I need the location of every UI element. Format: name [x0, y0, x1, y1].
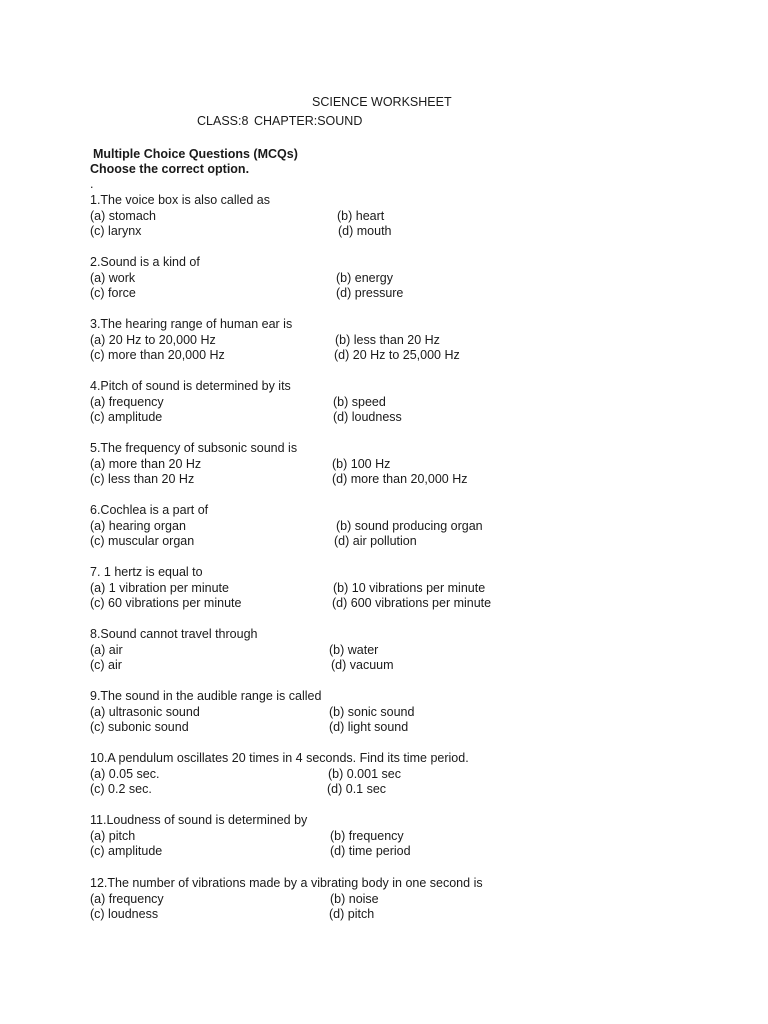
option-b: (b) 10 vibrations per minute [333, 580, 486, 595]
option-c: (c) 60 vibrations per minute [90, 596, 242, 610]
option-c: (c) air [90, 658, 122, 672]
option-c: (c) 0.2 sec. [90, 782, 152, 796]
question-text: 5.The frequency of subsonic sound is [90, 441, 298, 455]
question-text: 12.The number of vibrations made by a vibrating body in one second is [90, 876, 483, 890]
option-a: (a) 20 Hz to 20,000 Hz [90, 332, 216, 347]
option-d: (d) mouth [338, 224, 392, 238]
option-a: (a) pitch [90, 828, 136, 843]
option-c: (c) force [90, 286, 136, 300]
option-b: (b) 0.001 sec [328, 766, 401, 781]
question-text: 11.Loudness of sound is determined by [90, 813, 308, 827]
option-c: (c) subonic sound [90, 720, 189, 734]
question-text: 4.Pitch of sound is determined by its [90, 379, 291, 393]
option-c: (c) muscular organ [90, 534, 195, 548]
section-heading: Multiple Choice Questions (MCQs) [93, 147, 298, 161]
option-a: (a) work [90, 270, 136, 285]
option-a: (a) more than 20 Hz [90, 456, 202, 471]
option-b: (b) frequency [330, 828, 404, 843]
option-d: (d) vacuum [331, 658, 394, 672]
question-text: 1.The voice box is also called as [90, 193, 270, 207]
option-a: (a) frequency [90, 891, 164, 906]
option-b: (b) speed [333, 394, 386, 409]
option-d: (d) time period [330, 844, 411, 858]
option-a: (a) stomach [90, 208, 156, 223]
section-dot: . [90, 177, 94, 191]
option-b: (b) noise [330, 891, 379, 906]
question-text: 10.A pendulum oscillates 20 times in 4 seconds. Find its time period. [90, 751, 469, 765]
option-a: (a) 1 vibration per minute [90, 580, 229, 595]
option-b: (b) heart [337, 208, 385, 223]
option-b: (b) less than 20 Hz [335, 332, 440, 347]
option-d: (d) 20 Hz to 25,000 Hz [334, 348, 460, 362]
question-text: 9.The sound in the audible range is called [90, 689, 322, 703]
option-b: (b) energy [336, 270, 393, 285]
option-d: (d) light sound [329, 720, 409, 734]
option-a: (a) ultrasonic sound [90, 704, 200, 719]
option-b: (b) water [329, 642, 379, 657]
option-c: (c) less than 20 Hz [90, 472, 195, 486]
option-d: (d) pressure [336, 286, 404, 300]
option-c: (c) amplitude [90, 844, 163, 858]
option-a: (a) air [90, 642, 123, 657]
option-c: (c) loudness [90, 907, 159, 921]
option-b: (b) sonic sound [329, 704, 415, 719]
question-text: 3.The hearing range of human ear is [90, 317, 293, 331]
worksheet-title: SCIENCE WORKSHEET [312, 95, 452, 109]
option-d: (d) 600 vibrations per minute [332, 596, 492, 610]
question-text: 7. 1 hertz is equal to [90, 565, 203, 579]
class-label: CLASS:8 [197, 114, 249, 128]
chapter-label: CHAPTER:SOUND [254, 114, 363, 128]
option-d: (d) loudness [333, 410, 402, 424]
question-text: 8.Sound cannot travel through [90, 627, 258, 641]
option-d: (d) 0.1 sec [327, 782, 387, 796]
option-a: (a) hearing organ [90, 518, 186, 533]
question-text: 6.Cochlea is a part of [90, 503, 209, 517]
option-b: (b) 100 Hz [332, 456, 391, 471]
option-c: (c) amplitude [90, 410, 163, 424]
option-a: (a) frequency [90, 394, 164, 409]
option-d: (d) pitch [329, 907, 375, 921]
option-b: (b) sound producing organ [336, 518, 483, 533]
option-c: (c) larynx [90, 224, 142, 238]
option-c: (c) more than 20,000 Hz [90, 348, 225, 362]
question-text: 2.Sound is a kind of [90, 255, 200, 269]
option-d: (d) more than 20,000 Hz [332, 472, 468, 486]
option-d: (d) air pollution [334, 534, 417, 548]
option-a: (a) 0.05 sec. [90, 766, 160, 781]
section-instruction: Choose the correct option. [90, 162, 250, 176]
